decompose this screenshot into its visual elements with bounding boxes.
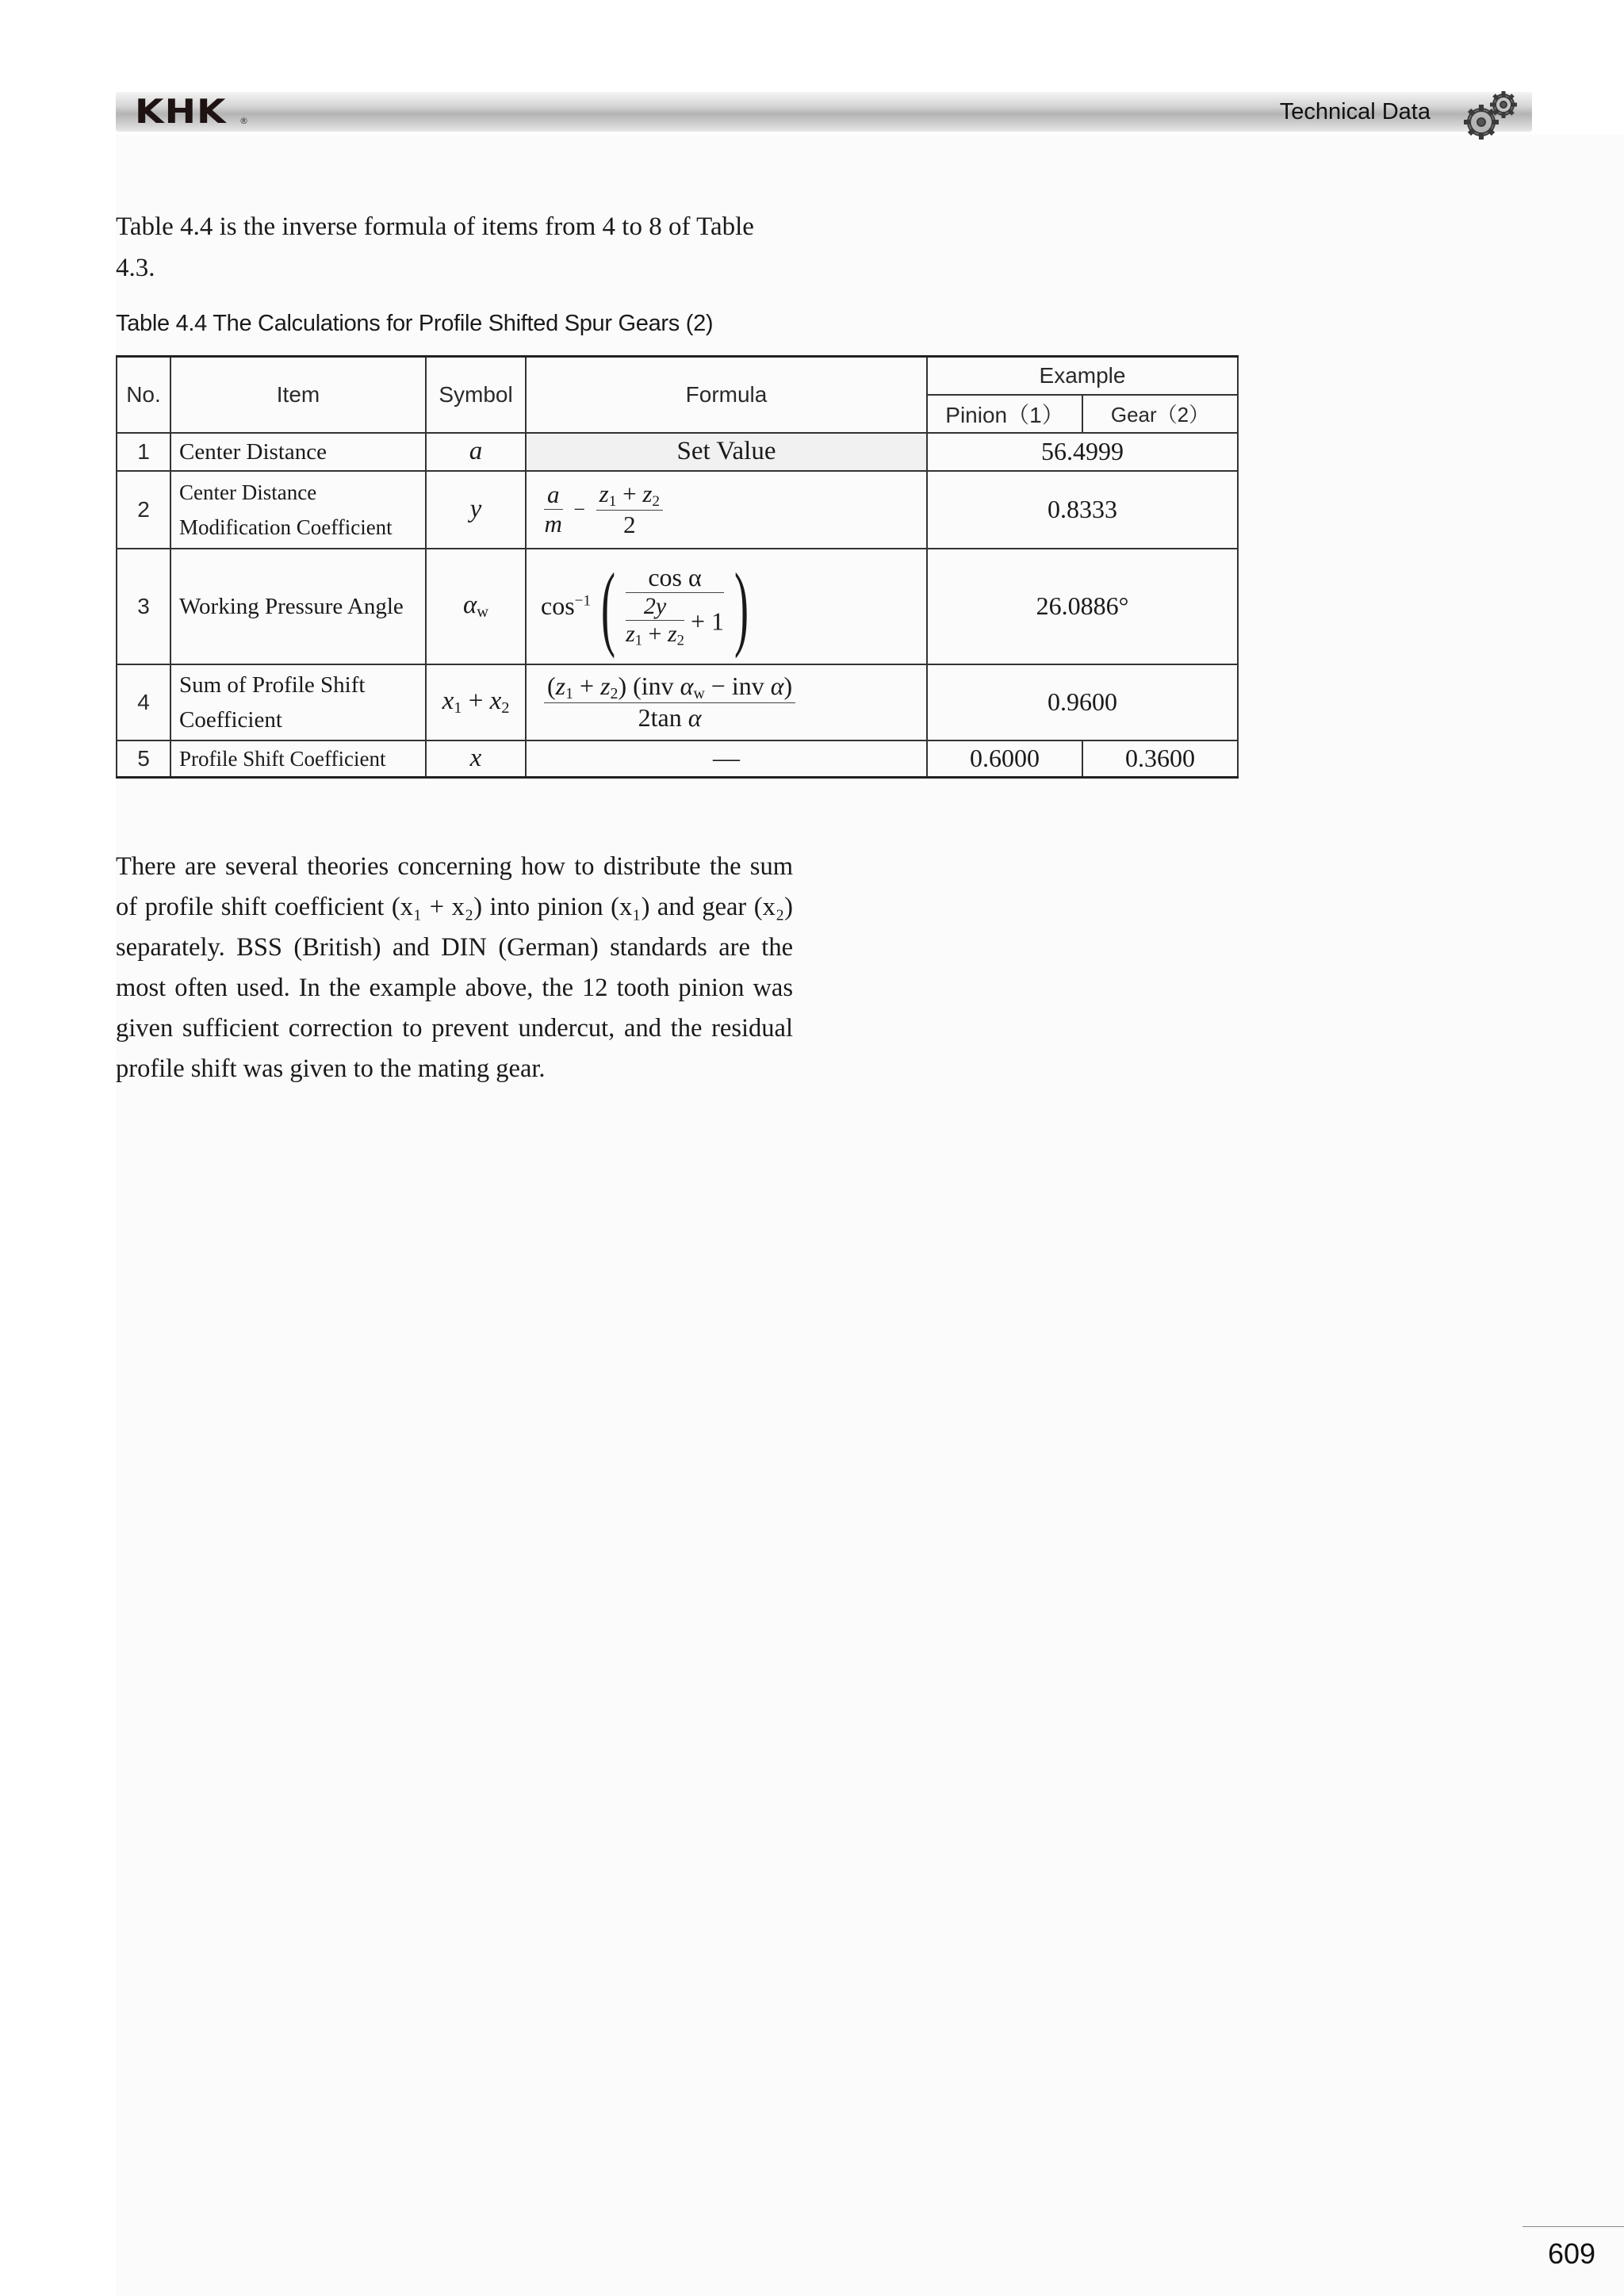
header-example: Example <box>927 357 1238 395</box>
table-row <box>117 740 1238 778</box>
page-number-rule <box>1522 2226 1624 2227</box>
row-number: 3 <box>117 549 170 664</box>
item-line: Coefficient <box>179 706 282 733</box>
row-formula: $\cos^{-1}$ ( cos α $\frac{2y}{z_1 + z_2}$ + 1 ) <box>526 549 927 664</box>
header-bar <box>116 92 1532 132</box>
row-item: Profile Shift Coefficient <box>170 740 426 778</box>
registered-mark: ® <box>239 116 248 126</box>
calculation-table <box>116 355 1239 779</box>
item-line: Modification Coefficient <box>179 515 393 539</box>
row-example: 56.4999 <box>927 433 1238 471</box>
table-row <box>117 433 1238 471</box>
row-formula: $\frac{a}{m}$ − $\frac{z_1 + z_2}{2}$ <box>526 471 927 549</box>
page-number: 609 <box>1548 2237 1596 2270</box>
table-row <box>117 471 1238 549</box>
row-formula <box>526 664 927 740</box>
fraction-profile-shift-sum: $\frac{(z_1 + z_2) (inv \alpha_w - inv \alpha)}{\text{2tan α}}$ <box>544 672 795 733</box>
fraction-cos-alpha: cos α $\frac{2y}{z_1 + z_2}$ + 1 <box>626 562 724 649</box>
item-line: Sum of Profile Shift <box>179 672 366 698</box>
header-item: Item <box>170 357 426 433</box>
header-pinion: Pinion（1） <box>927 395 1082 433</box>
table-caption: Table 4.4 The Calculations for Profile Shifted Spur Gears (2) <box>116 311 714 336</box>
row-symbol: $\alpha_w$ <box>426 549 526 664</box>
row-item <box>170 664 426 740</box>
row-formula: Set Value <box>526 433 927 471</box>
fraction-z-sum-over-2: $\frac{z_1 + z_2}{2}$ <box>596 480 663 540</box>
row-symbol: $x_1 + x_2$ <box>426 664 526 740</box>
row-example: 0.9600 <box>927 664 1238 740</box>
row-item: Center Distance <box>170 433 426 471</box>
intro-text: Table 4.4 is the inverse formula of items from 4 to 8 of Table 4.3. <box>116 212 754 282</box>
khk-logo: KHK <box>135 92 227 131</box>
row-formula: — <box>526 740 927 778</box>
paragraph-text: There are several theories concerning how to distribute the sum of profile shift coefficient (x₁ + x₂) into pinion (x₁) and gear (x₂) separately. BSS (British) and DIN (German) standards are the most often used. In the example above, the 12 tooth pinion was given sufficient correction to prevent undercut, and the residual profile shift was given to the mating gear. <box>116 852 793 1083</box>
fraction-a-over-m: $\frac{a}{m}$ <box>544 480 562 538</box>
body-paragraph <box>116 847 793 1089</box>
row-number: 2 <box>117 471 170 549</box>
row-number: 1 <box>117 433 170 471</box>
row-number: 4 <box>117 664 170 740</box>
row-item <box>170 471 426 549</box>
header-gear: Gear（2） <box>1082 395 1238 433</box>
row-example-gear: 0.3600 <box>1082 740 1238 778</box>
row-symbol: x <box>426 740 526 778</box>
row-symbol: y <box>426 471 526 549</box>
table-header-row <box>117 357 1238 395</box>
header-no: No. <box>117 357 170 433</box>
section-title: Technical Data <box>1279 99 1431 124</box>
row-item: Working Pressure Angle <box>170 549 426 664</box>
row-example: 26.0886° <box>927 549 1238 664</box>
gear-icon <box>1457 87 1524 144</box>
header-symbol: Symbol <box>426 357 526 433</box>
row-symbol: a <box>426 433 526 471</box>
row-number: 5 <box>117 740 170 778</box>
table-row <box>117 664 1238 740</box>
table-row <box>117 549 1238 664</box>
item-line: Center Distance <box>179 480 317 504</box>
row-example-pinion: 0.6000 <box>927 740 1082 778</box>
row-example: 0.8333 <box>927 471 1238 549</box>
header-formula: Formula <box>526 357 927 433</box>
